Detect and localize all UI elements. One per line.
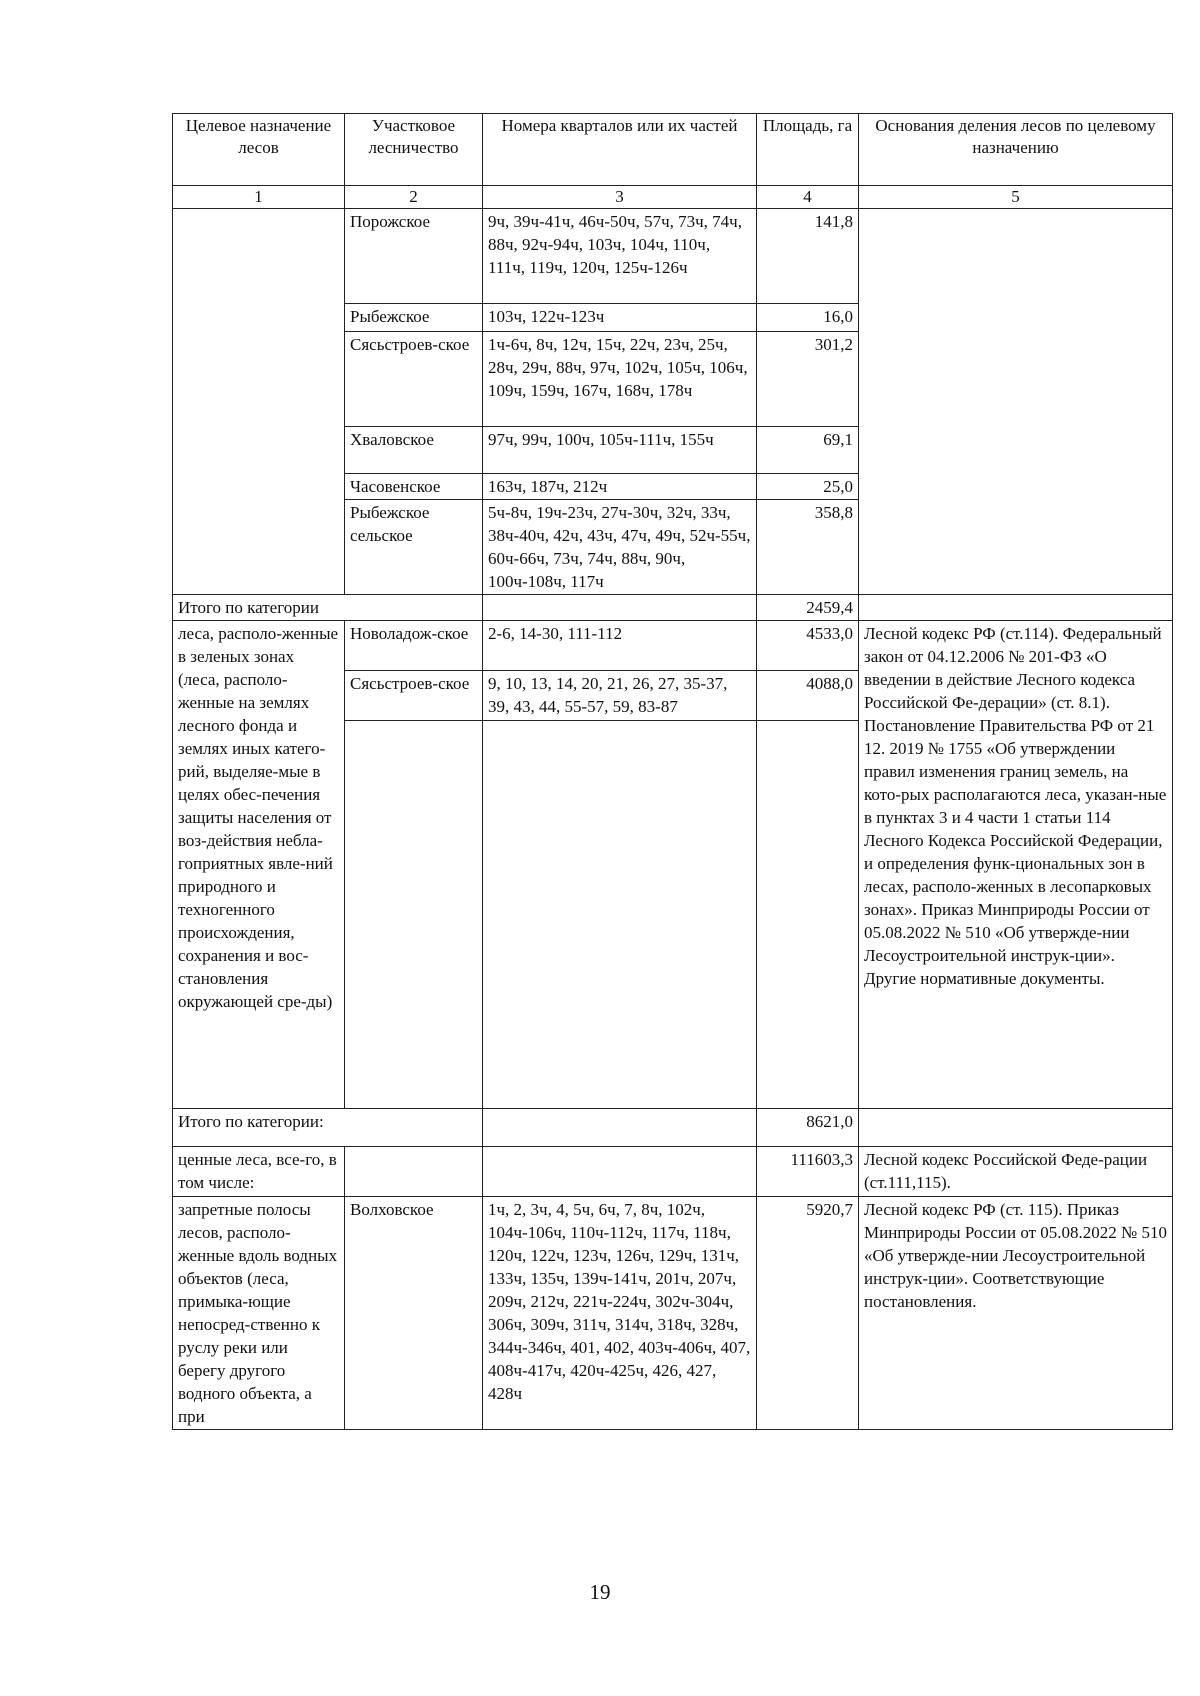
col-number: 3 <box>483 186 757 209</box>
forestry-cell: Рыбежское <box>345 304 483 332</box>
forestry-cell: Хваловское <box>345 427 483 474</box>
page-number: 19 <box>589 1580 611 1604</box>
table-row <box>173 1197 1173 1430</box>
basis-cell <box>859 209 1173 595</box>
area-cell: 16,0 <box>757 304 859 332</box>
forestry-cell <box>345 721 483 1109</box>
area-cell: 301,2 <box>757 332 859 427</box>
area-cell: 4088,0 <box>757 671 859 721</box>
col-number: 2 <box>345 186 483 209</box>
quarters-cell <box>483 1109 757 1147</box>
header-quarters: Номера кварталов или их частей <box>483 114 757 186</box>
total-row <box>173 595 1173 621</box>
forestry-cell: Рыбежское сельское <box>345 500 483 595</box>
total-area: 2459,4 <box>757 595 859 621</box>
area-cell: 111603,3 <box>757 1147 859 1197</box>
area-cell: 25,0 <box>757 474 859 500</box>
basis-cell: Лесной кодекс РФ (ст.114). Федеральный закон от 04.12.2006 № 201-ФЗ «О введении в действие Лесного кодекса Российской Фе-дерации» (ст. 8.1). Постановление Правительства РФ от 21 12. 2019 № 1755 «Об утверждении правил изменения границ земель, на кото-рых располагаются леса, указан-ные в пунктах 3 и 4 части 1 статьи 114 Лесного Кодекса Российской Федерации, и определения функ-циональных зон в лесах, располо-женных в лесопарковых зонах». Приказ Минприроды России от 05.08.2022 № 510 «Об утвержде-нии Лесоустроительной инструк-ции». Другие нормативные документы. <box>859 621 1173 1109</box>
col-number: 4 <box>757 186 859 209</box>
basis-cell <box>859 595 1173 621</box>
column-number-row <box>173 186 1173 209</box>
header-purpose: Целевое назначение лесов <box>173 114 345 186</box>
total-row <box>173 1109 1173 1147</box>
area-cell <box>757 721 859 1109</box>
total-label: Итого по категории <box>173 595 483 621</box>
area-cell: 141,8 <box>757 209 859 304</box>
total-label: Итого по категории: <box>173 1109 483 1147</box>
purpose-cell: леса, располо-женные в зеленых зонах (леса, располо-женные на землях лесного фонда и землях иных катего-рий, выделяе-мые в целях обес-печения защиты населения от воз-действия небла-гоприятных явле-ний природного и техногенного происхождения, сохранения и вос-становления окружающей сре-ды) <box>173 621 345 1109</box>
basis-cell: Лесной кодекс РФ (ст. 115). Приказ Минприроды России от 05.08.2022 № 510 «Об утвержде-нии Лесоустроительной инструк-ции». Соответствующие постановления. <box>859 1197 1173 1430</box>
header-row <box>173 114 1173 186</box>
quarters-cell: 9, 10, 13, 14, 20, 21, 26, 27, 35-37, 39, 43, 44, 55-57, 59, 83-87 <box>483 671 757 721</box>
quarters-cell <box>483 721 757 1109</box>
purpose-cell <box>173 209 345 595</box>
table-row <box>173 209 1173 304</box>
basis-cell <box>859 1109 1173 1147</box>
quarters-cell: 2-6, 14-30, 111-112 <box>483 621 757 671</box>
forestry-cell: Порожское <box>345 209 483 304</box>
forestry-cell: Часовенское <box>345 474 483 500</box>
table-row <box>173 1147 1173 1197</box>
forestry-cell: Новоладож-ское <box>345 621 483 671</box>
col-number: 1 <box>173 186 345 209</box>
quarters-cell: 163ч, 187ч, 212ч <box>483 474 757 500</box>
area-cell: 69,1 <box>757 427 859 474</box>
basis-cell: Лесной кодекс Российской Феде-рации (ст.111,115). <box>859 1147 1173 1197</box>
forestry-cell: Волховское <box>345 1197 483 1430</box>
forestry-cell: Сясьстроев-ское <box>345 671 483 721</box>
table-row <box>173 621 1173 671</box>
area-cell: 358,8 <box>757 500 859 595</box>
forest-purpose-table <box>172 113 1173 1430</box>
quarters-cell <box>483 1147 757 1197</box>
quarters-cell: 1ч-6ч, 8ч, 12ч, 15ч, 22ч, 23ч, 25ч, 28ч, 29ч, 88ч, 97ч, 102ч, 105ч, 106ч, 109ч, 159ч, 167ч, 168ч, 178ч <box>483 332 757 427</box>
area-cell: 4533,0 <box>757 621 859 671</box>
quarters-cell: 103ч, 122ч-123ч <box>483 304 757 332</box>
purpose-cell: запретные полосы лесов, располо-женные вдоль водных объектов (леса, примыка-ющие непосред-ственно к руслу реки или берегу другого водного объекта, а при <box>173 1197 345 1430</box>
total-area: 8621,0 <box>757 1109 859 1147</box>
header-area: Площадь, га <box>757 114 859 186</box>
quarters-cell: 5ч-8ч, 19ч-23ч, 27ч-30ч, 32ч, 33ч, 38ч-40ч, 42ч, 43ч, 47ч, 49ч, 52ч-55ч, 60ч-66ч, 73ч, 74ч, 88ч, 90ч, 100ч-108ч, 117ч <box>483 500 757 595</box>
col-number: 5 <box>859 186 1173 209</box>
header-forestry: Участковое лесничество <box>345 114 483 186</box>
quarters-cell: 97ч, 99ч, 100ч, 105ч-111ч, 155ч <box>483 427 757 474</box>
header-basis: Основания деления лесов по целевому назначению <box>859 114 1173 186</box>
quarters-cell: 1ч, 2, 3ч, 4, 5ч, 6ч, 7, 8ч, 102ч, 104ч-106ч, 110ч-112ч, 117ч, 118ч, 120ч, 122ч, 123ч, 126ч, 129ч, 131ч, 133ч, 135ч, 139ч-141ч, 201ч, 207ч, 209ч, 212ч, 221ч-224ч, 302ч-304ч, 306ч, 309ч, 311ч, 314ч, 318ч, 328ч, 344ч-346ч, 401, 402, 403ч-406ч, 407, 408ч-417ч, 420ч-425ч, 426, 427, 428ч <box>483 1197 757 1430</box>
forestry-cell <box>345 1147 483 1197</box>
quarters-cell <box>483 595 757 621</box>
area-cell: 5920,7 <box>757 1197 859 1430</box>
purpose-cell: ценные леса, все-го, в том числе: <box>173 1147 345 1197</box>
forestry-cell: Сясьстроев-ское <box>345 332 483 427</box>
quarters-cell: 9ч, 39ч-41ч, 46ч-50ч, 57ч, 73ч, 74ч, 88ч, 92ч-94ч, 103ч, 104ч, 110ч, 111ч, 119ч, 120ч, 125ч-126ч <box>483 209 757 304</box>
